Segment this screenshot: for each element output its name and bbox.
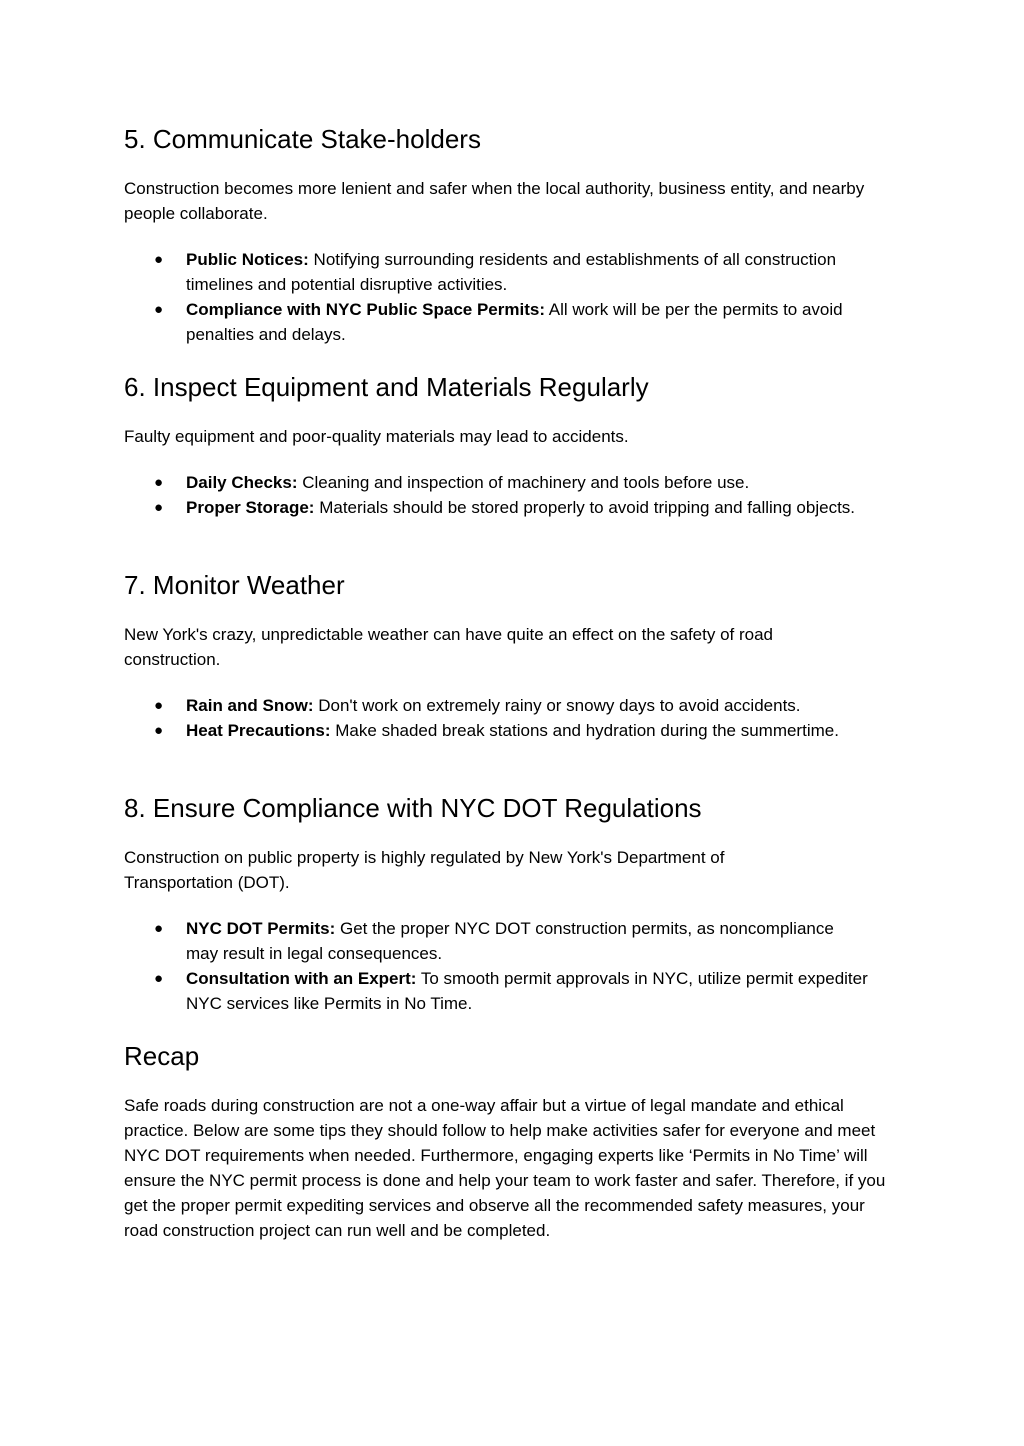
- section-recap: [124, 1039, 894, 1243]
- list-item-term: NYC DOT Permits:: [186, 919, 336, 938]
- section-intro: New York's crazy, unpredictable weather can have quite an effect on the safety of road construction.: [124, 625, 774, 669]
- list-item-text: Don't work on extremely rainy or snowy days to avoid accidents.: [313, 696, 801, 715]
- list-item-term: Daily Checks:: [186, 473, 298, 492]
- list-item: [124, 693, 886, 718]
- bullet-list: [124, 693, 894, 743]
- section-heading: 6. Inspect Equipment and Materials Regularly: [124, 372, 649, 402]
- list-item: [124, 247, 876, 297]
- list-item-term: Consultation with an Expert:: [186, 969, 417, 988]
- bullet-icon: ●: [154, 251, 164, 268]
- bullet-list: [124, 470, 894, 520]
- list-item: [124, 966, 886, 1016]
- section-intro: Faulty equipment and poor-quality materials may lead to accidents.: [124, 427, 629, 446]
- bullet-list: [124, 247, 894, 347]
- list-item-text: Make shaded break stations and hydration during the summertime.: [330, 721, 839, 740]
- list-item-term: Proper Storage:: [186, 498, 315, 517]
- section-inspect-equipment: [124, 370, 894, 520]
- bullet-icon: ●: [154, 301, 164, 318]
- list-item-term: Rain and Snow:: [186, 696, 314, 715]
- bullet-icon: ●: [154, 697, 164, 714]
- list-item-text: Get the proper NYC DOT construction permits, as noncompliance may result in legal consequences.: [186, 919, 834, 963]
- list-item-term: Compliance with NYC Public Space Permits:: [186, 300, 545, 319]
- list-item: [124, 470, 886, 495]
- bullet-icon: ●: [154, 970, 164, 987]
- recap-body: Safe roads during construction are not a one-way affair but a virtue of legal mandate and ethical practice. Below are some tips they should follow to help make activities safer for everyone and meet NYC DOT requirements when needed. Furthermore, engaging experts like ‘Permits in No Time’ will ensure the NYC permit process is done and help your team to work faster and safer. Therefore, if you get the proper permit expediting services and observe all the recommended safety measures, your road construction project can run well and be completed.: [124, 1096, 886, 1240]
- list-item-text: Cleaning and inspection of machinery and tools before use.: [297, 473, 750, 492]
- list-item-term: Heat Precautions:: [186, 721, 331, 740]
- section-heading: 8. Ensure Compliance with NYC DOT Regulations: [124, 793, 702, 823]
- section-monitor-weather: [124, 568, 894, 743]
- list-item-text: Notifying surrounding residents and establishments of all construction timelines and potential disruptive activities.: [186, 250, 837, 294]
- bullet-icon: ●: [154, 920, 164, 937]
- bullet-list: [124, 916, 894, 1016]
- list-item: [124, 495, 886, 520]
- list-item-text: To smooth permit approvals in NYC, utilize permit expediter NYC services like Permits in No Time.: [186, 969, 868, 1013]
- list-item-term: Public Notices:: [186, 250, 309, 269]
- list-item-text: All work will be per the permits to avoid penalties and delays.: [186, 300, 843, 344]
- section-nyc-dot-compliance: [124, 791, 894, 1016]
- section-intro: Construction becomes more lenient and safer when the local authority, business entity, and nearby people collaborate.: [124, 179, 865, 223]
- section-communicate-stakeholders: [124, 122, 894, 347]
- list-item-text: Materials should be stored properly to avoid tripping and falling objects.: [314, 498, 856, 517]
- list-item: [124, 916, 841, 966]
- list-item: [124, 297, 876, 347]
- bullet-icon: ●: [154, 474, 164, 491]
- list-item: [124, 718, 866, 743]
- section-heading: 5. Communicate Stake-holders: [124, 124, 481, 154]
- section-heading: Recap: [124, 1041, 200, 1071]
- section-intro: Construction on public property is highly regulated by New York's Department of Transportation (DOT).: [124, 848, 725, 892]
- bullet-icon: ●: [154, 499, 164, 516]
- section-heading: 7. Monitor Weather: [124, 570, 345, 600]
- bullet-icon: ●: [154, 722, 164, 739]
